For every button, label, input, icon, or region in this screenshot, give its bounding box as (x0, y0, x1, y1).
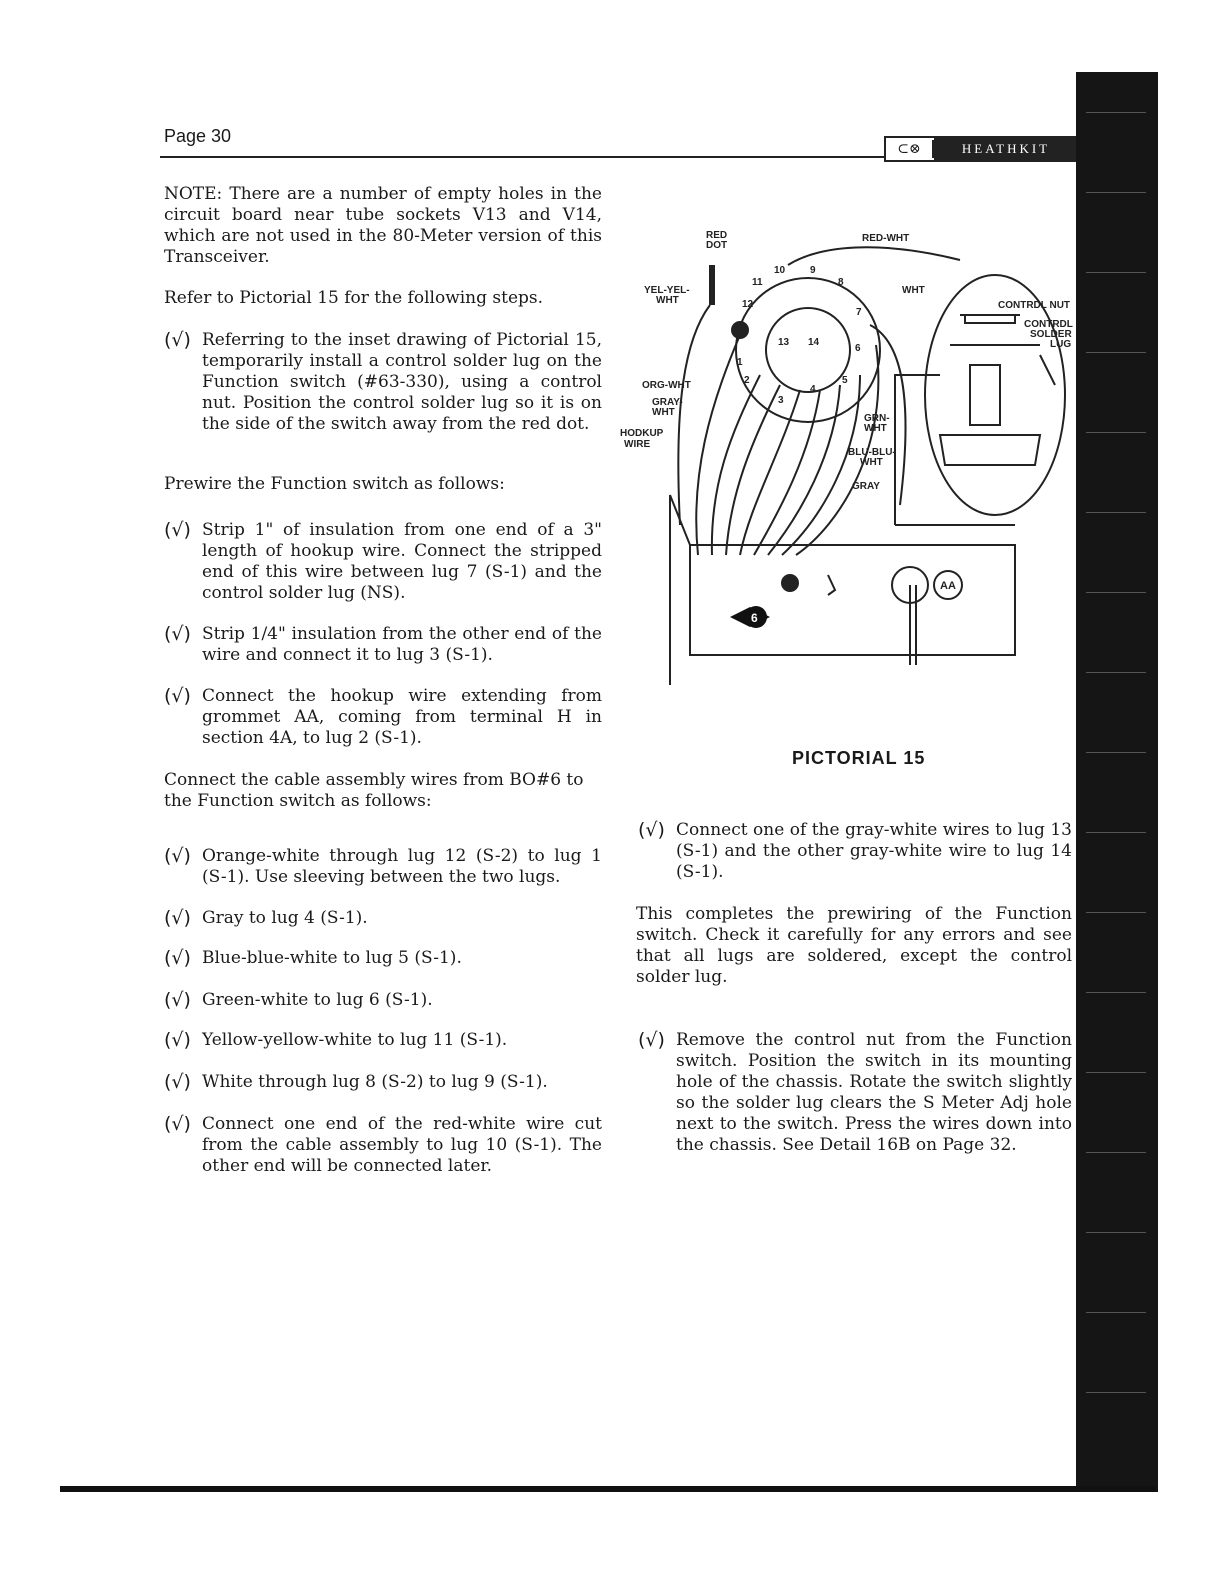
lug-label-12: 12 (742, 299, 754, 310)
step-install-solder-lug (164, 330, 602, 435)
step-text: Blue-blue-white to lug 5 (S-1). (202, 948, 462, 968)
refer-paragraph: Refer to Pictorial 15 for the following steps. (164, 288, 544, 308)
wire-step-blue (164, 948, 602, 969)
lug-label-7: 7 (856, 307, 862, 318)
step-gray-white-wires (638, 820, 1072, 883)
check-mark: (√) (164, 989, 191, 1011)
label-control-solder-lug: CONTRDL (1024, 319, 1073, 330)
completes-paragraph: This completes the prewiring of the Function switch. Check it carefully for any errors and see that all lugs are soldered, except the control solder lug. (636, 904, 1072, 987)
step-text: Strip 1/4" insulation from the other end of the wire and connect it to lug 3 (S-1). (202, 624, 602, 665)
lug-label-6: 6 (855, 343, 861, 354)
label-grn-wht-2: WHT (864, 423, 887, 434)
check-mark: (√) (638, 819, 665, 841)
label-blu-blu-wht-2: WHT (860, 457, 883, 468)
wire-step-yellow (164, 1030, 602, 1051)
lug-label-10: 10 (774, 265, 786, 276)
step-text: Strip 1" of insulation from one end of a 3" length of hookup wire. Connect the stripped end of this wire between lug 7 (S-1) and the control solder lug (NS). (202, 520, 602, 603)
label-red-dot: RED (706, 230, 728, 241)
label-org-wht: ORG-WHT (642, 380, 691, 391)
label-hookup-wire-2: WIRE (624, 439, 651, 450)
lug-label-13: 13 (778, 337, 790, 348)
step-text: Connect the hookup wire extending from grommet AA, coming from terminal H in section 4A, to lug 2 (S-1). (202, 686, 602, 748)
step-text: Gray to lug 4 (S-1). (202, 908, 368, 928)
label-red-dot-2: DOT (706, 240, 728, 251)
label-control-solder-lug-3: LUG (1050, 339, 1072, 350)
check-mark: (√) (164, 1071, 191, 1093)
check-mark: (√) (164, 1113, 191, 1135)
label-hookup-wire: HODKUP (620, 428, 664, 439)
check-mark: (√) (164, 1029, 191, 1051)
check-mark: (√) (164, 907, 191, 929)
lug-label-8: 8 (838, 277, 844, 288)
check-mark: (√) (164, 519, 191, 541)
note-paragraph: NOTE: There are a number of empty holes in the circuit board near tube sockets V13 and V14, which are not used in the 80-Meter version of this Transceiver. (164, 184, 602, 267)
step-text: Connect one of the gray-white wires to lug 13 (S-1) and the other gray-white wire to lug 14 (S-1). (676, 820, 1072, 882)
cable-heading: Connect the cable assembly wires from BO#6 to the Function switch as follows: (164, 770, 584, 811)
heathkit-logo (884, 136, 1080, 162)
label-control-nut: CONTRDL NUT (998, 300, 1071, 311)
lug-label-11: 11 (752, 277, 763, 288)
lug-label-4: 4 (810, 384, 816, 395)
check-mark: (√) (164, 947, 191, 969)
wire-step-green (164, 990, 602, 1011)
lug-label-1: 1 (737, 357, 743, 368)
step-text: Yellow-yellow-white to lug 11 (S-1). (202, 1030, 508, 1050)
step-text: Referring to the inset drawing of Pictorial 15, temporarily install a control solder lug on the Function switch (#63-330), using a control nut. Position the control solder lug so it is on the side of the switch away from the red dot. (202, 330, 602, 434)
label-red-wht: RED-WHT (862, 233, 910, 244)
step-text: White through lug 8 (S-2) to lug 9 (S-1). (202, 1072, 548, 1092)
label-yel-yel-wht-2: WHT (656, 295, 679, 306)
label-gray: GRAY (852, 481, 880, 492)
check-mark: (√) (164, 845, 191, 867)
scan-edge-band (1076, 72, 1158, 1492)
lug-label-5: 5 (842, 375, 848, 386)
lug-label-3: 3 (778, 395, 784, 406)
lug-label-2: 2 (744, 375, 750, 386)
step-remove-control-nut (638, 1030, 1072, 1156)
label-gray-wht-2: WHT (652, 407, 675, 418)
step-text: Orange-white through lug 12 (S-2) to lug 1 (S-1). Use sleeving between the two lugs. (202, 846, 602, 887)
label-yel-yel-wht: YEL-YEL- (644, 285, 690, 296)
wire-step-orange (164, 846, 602, 888)
logo-text: HEATHKIT (934, 138, 1078, 160)
label-grn-wht: GRN- (864, 413, 890, 424)
label-control-solder-lug-2: SOLDER (1030, 329, 1072, 340)
lug-label-9: 9 (810, 265, 816, 276)
step-strip-hookup (164, 520, 602, 604)
step-text: Remove the control nut from the Function switch. Position the switch in its mounting hole of the chassis. Rotate the switch slightly so the solder lug clears the S Meter Adj hole next to the switch. Press the wires down into the chassis. See Detail 16B on Page 32. (676, 1030, 1072, 1155)
lug-label-14: 14 (808, 337, 820, 348)
label-grommet-aa: AA (940, 580, 956, 592)
check-mark: (√) (638, 1029, 665, 1051)
bo6-marker-label: 6 (751, 611, 758, 625)
wire-step-red-white (164, 1114, 602, 1177)
logo-symbol-icon: ⊂⊗ (886, 140, 934, 158)
step-text: Green-white to lug 6 (S-1). (202, 990, 433, 1010)
check-mark: (√) (164, 329, 191, 351)
step-strip-other-end (164, 624, 602, 666)
pictorial-caption: PICTORIAL 15 (792, 748, 926, 768)
wire-step-gray (164, 908, 602, 929)
label-gray-wht: GRAY- (652, 397, 683, 408)
page-number: Page 30 (164, 126, 232, 146)
bottom-rule (60, 1486, 1156, 1492)
label-wht: WHT (902, 285, 925, 296)
prewire-heading: Prewire the Function switch as follows: (164, 474, 505, 494)
label-blu-blu-wht: BLU-BLU- (848, 447, 896, 458)
step-grommet-aa (164, 686, 602, 749)
step-text: Connect one end of the red-white wire cut from the cable assembly to lug 10 (S-1). The other end will be connected later. (202, 1114, 602, 1176)
wire-step-white (164, 1072, 602, 1093)
pictorial-15-drawing (620, 225, 1075, 695)
check-mark: (√) (164, 623, 191, 645)
check-mark: (√) (164, 685, 191, 707)
